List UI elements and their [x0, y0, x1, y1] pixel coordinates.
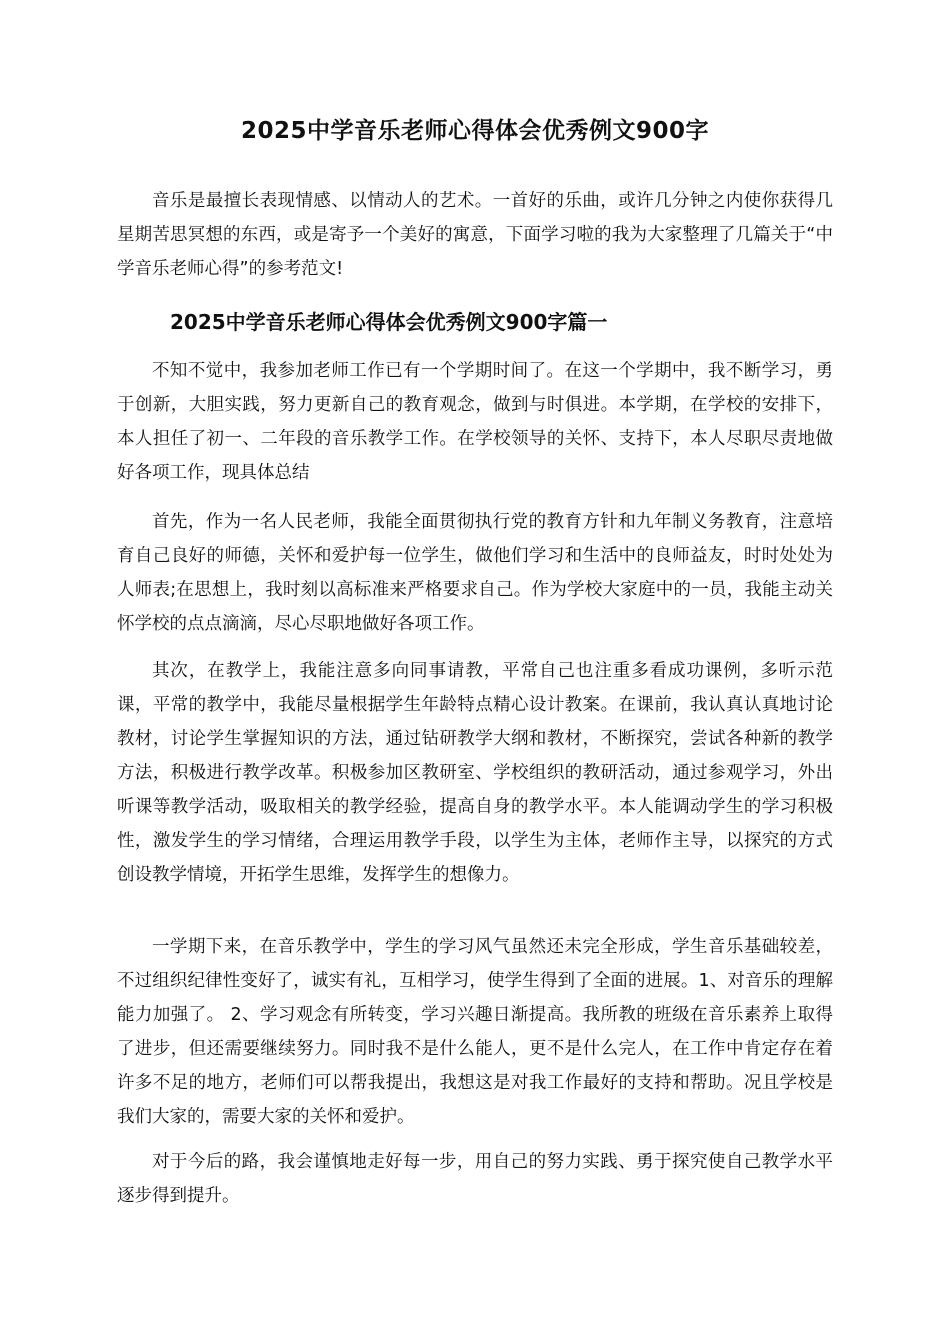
body-paragraph-4: 一学期下来，在音乐教学中，学生的学习风气虽然还未完全形成，学生音乐基础较差，不过组织纪律性变好了，诚实有礼，互相学习，使学生得到了全面的进展。1、对音乐的理解能力加强了。 2、学习观念有所转变，学习兴趣日渐提高。我所教的班级在音乐素养上取得了进步，但还需要继续努力。同时我不是什么能人，更不是什么完人，在工作中肯定存在着许多不足的地方，老师们可以帮我提出，我想这是对我工作最好的支持和帮助。况且学校是我们大家的，需要大家的关怀和爱护。 — [117, 937, 833, 1127]
body-paragraph-5: 对于今后的路，我会谨慎地走好每一步，用自己的努力实践、勇于探究使自己教学水平逐步得到提升。 — [117, 1152, 833, 1206]
body-paragraph-3: 其次，在教学上，我能注意多向同事请教，平常自己也注重多看成功课例，多听示范课，平常的教学中，我能尽量根据学生年龄特点精心设计教案。在课前，我认真认真地讨论教材，讨论学生掌握知识的方法，通过钻研教学大纲和教材，不断探究，尝试各种新的教学方法，积极进行教学改革。积极参加区教研室、学校组织的教研活动，通过参观学习，外出听课等教学活动，吸取相关的教学经验，提高自身的教学水平。本人能调动学生的学习积极性，激发学生的学习情绪，合理运用教学手段，以学生为主体，老师作主导，以探究的方式创设教学情境，开拓学生思维，发挥学生的想像力。 — [117, 661, 833, 885]
body-paragraph-1: 不知不觉中，我参加老师工作已有一个学期时间了。在这一个学期中，我不断学习，勇于创新，大胆实践，努力更新自己的教育观念，做到与时俱进。本学期，在学校的安排下，本人担任了初一、二年段的音乐教学工作。在学校领导的关怀、支持下，本人尽职尽责地做好各项工作，现具体总结 — [117, 361, 833, 483]
document-title: 2025中学音乐老师心得体会优秀例文900字 — [240, 118, 710, 144]
body-paragraph-2: 首先，作为一名人民老师，我能全面贯彻执行党的教育方针和九年制义务教育，注意培育自己良好的师德，关怀和爱护每一位学生，做他们学习和生活中的良师益友，时时处处为人师表;在思想上，我时刻以高标准来严格要求自己。作为学校大家庭中的一员，我能主动关怀学校的点点滴滴，尽心尽职地做好各项工作。 — [117, 512, 833, 634]
intro-paragraph: 音乐是最擅长表现情感、以情动人的艺术。一首好的乐曲，或许几分钟之内使你获得几星期苦思冥想的东西，或是寄予一个美好的寓意，下面学习啦的我为大家整理了几篇关于“中学音乐老师心得”的参考范文! — [117, 191, 833, 279]
section-title: 2025中学音乐老师心得体会优秀例文900字篇一 — [170, 310, 608, 334]
